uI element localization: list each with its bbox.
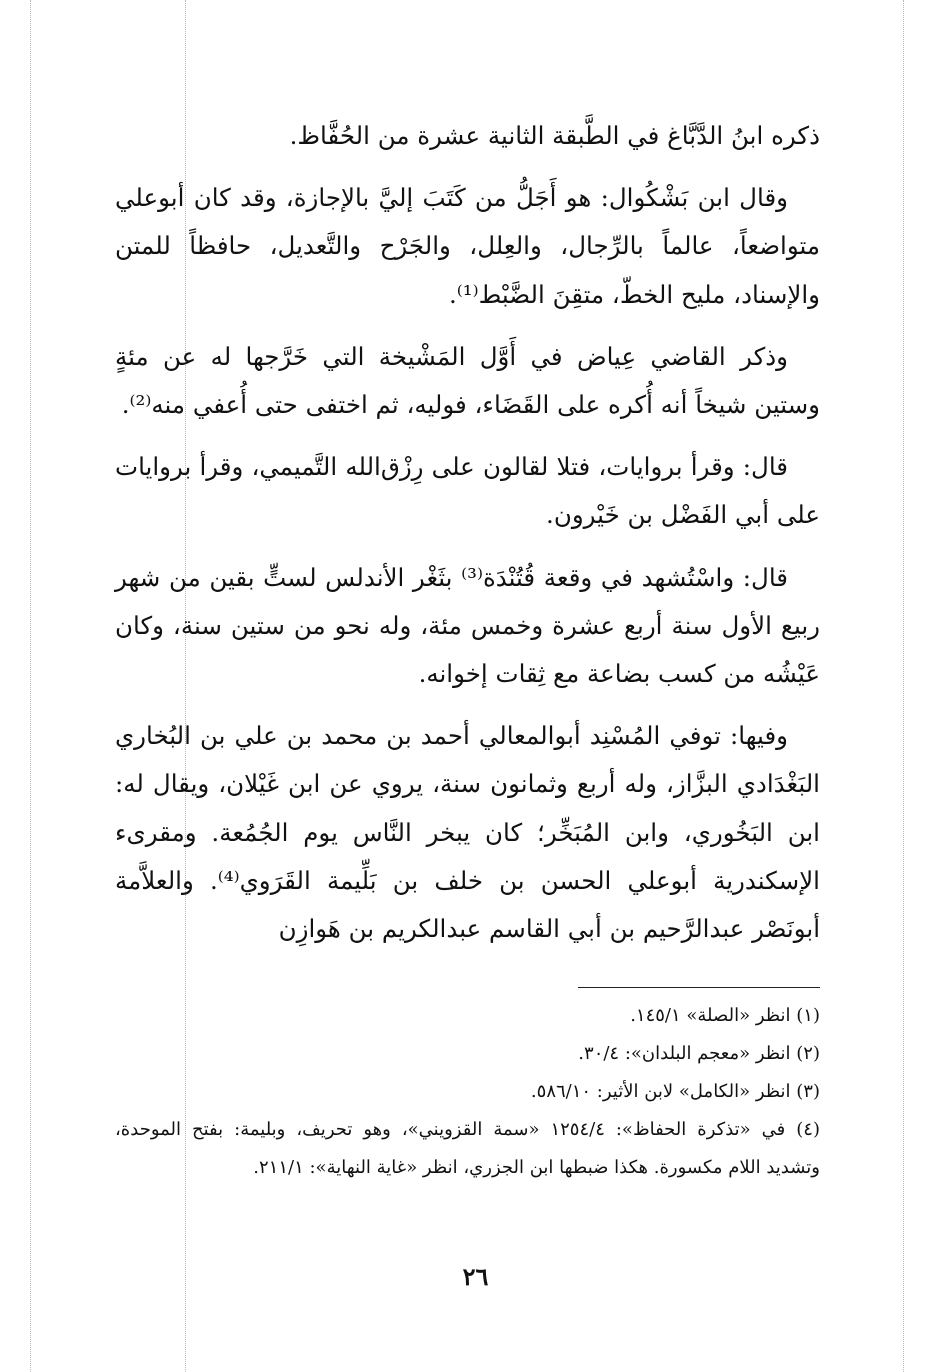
- margin-guide-right: [903, 0, 904, 1372]
- footnote: (٤) في «تذكرة الحفاظ»: ١٢٥٤/٤ «سمة القزويني»، وهو تحريف، وبليمة: بفتح الموحدة، وتشديد اللام مكسورة. هكذا ضبطها ابن الجزري، انظر «غاية النهاية»: ٢١١/١.: [115, 1119, 820, 1178]
- main-text: [115, 112, 820, 967]
- footnote-divider: [578, 987, 820, 988]
- paragraph: وقال ابن بَشْكُوال: هو أَجَلُّ من كَتَبَ إليَّ بالإجازة، وقد كان أبوعلي متواضعاً، عالماً بالرِّجال، والعِلل، والجَرْح والتَّعديل، حافظاً للمتن والإسناد، مليح الخطّ، متقِنَ الضَّبْط⁽¹⁾.: [115, 183, 820, 309]
- footnote: (١) انظر «الصلة» ١٤٥/١.: [630, 1005, 820, 1026]
- paragraph: ذكره ابنُ الدَّبَّاغ في الطَّبقة الثانية عشرة من الحُفَّاظ.: [289, 121, 820, 150]
- margin-guide-left: [30, 0, 31, 1372]
- page-number: ٢٦: [462, 1262, 489, 1291]
- footnote: (٢) انظر «معجم البلدان»: ٣٠/٤.: [578, 1043, 820, 1064]
- paragraph: قال: واسْتُشهد في وقعة قُتُنْدَة⁽³⁾ بثَغْر الأندلس لستٍّ بقين من شهر ربيع الأول سنة أربع عشرة وخمس مئة، وله نحو من ستين سنة، وكان عَيْشُه من كسب بضاعة مع ثِقات إخوانه.: [115, 562, 820, 689]
- paragraph: وفيها: توفي المُسْنِد أبوالمعالي أحمد بن محمد بن علي بن البُخاري البَغْدَادي البزَّاز، وله أربع وثمانون سنة، يروي عن ابن غَيْلان، ويقال له: ابن البَخُوري، وابن المُبَخِّر؛ كان يبخر النَّاس يوم الجُمُعة. ومقرىء الإسكندرية أبوعلي الحسن بن خلف بن بَلِّيمة القَرَوي⁽⁴⁾. والعلاَّمة أبونَصْر عبدالرَّحيم بن أبي القاسم عبدالكريم بن هَوازِن: [115, 721, 820, 944]
- paragraph: قال: وقرأ بروايات، فتلا لقالون على رِزْق‌الله التَّميمي، وقرأ بروايات على أبي الفَضْل بن خَيْرون.: [115, 452, 820, 530]
- footnote: (٣) انظر «الكامل» لابن الأثير: ٥٨٦/١٠.: [530, 1081, 820, 1102]
- paragraph: وذكر القاضي عِياض في أَوَّل المَشْيخة التي خَرَّجها له عن مئةٍ وستين شيخاً أنه أُكره على القَضَاء، فوليه، ثم اختفى حتى أُعفي منه⁽²⁾.: [115, 341, 820, 420]
- footnotes: [115, 997, 820, 1187]
